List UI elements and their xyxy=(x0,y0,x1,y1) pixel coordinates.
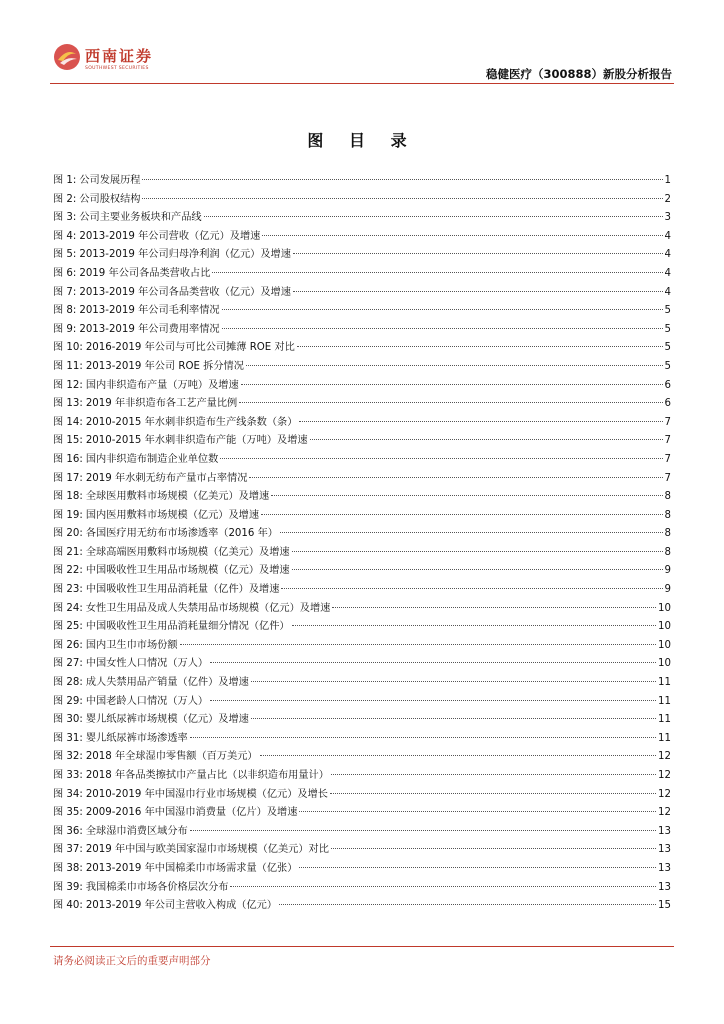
toc-entry-title: 2010-2019 年中国湿巾行业市场规模（亿元）及增长 xyxy=(85,788,328,800)
toc-entry[interactable] xyxy=(53,655,671,674)
toc-entry-label: 图 11: xyxy=(53,360,83,372)
toc-entry-label: 图 2: xyxy=(53,193,77,205)
toc-entry-page: 11 xyxy=(658,695,671,707)
toc-entry-title: 中国女性人口情况（万人） xyxy=(85,658,209,670)
toc-entry-title: 2013-2019 年中国棉柔巾市场需求量（亿张） xyxy=(85,862,298,874)
toc-leader-dots xyxy=(260,755,656,756)
toc-entry-title: 国内非织造布制造企业单位数 xyxy=(85,453,219,465)
toc-entry-label: 图 21: xyxy=(53,546,83,558)
toc-leader-dots xyxy=(222,309,663,310)
toc-entry-label: 图 22: xyxy=(53,565,83,577)
toc-entry-title: 中国吸收性卫生用品市场规模（亿元）及增速 xyxy=(85,565,290,577)
toc-leader-dots xyxy=(280,532,663,533)
toc-entry[interactable] xyxy=(53,358,671,377)
toc-entry-page: 2 xyxy=(664,193,671,205)
toc-entry-label: 图 27: xyxy=(53,658,83,670)
toc-entry[interactable] xyxy=(53,246,671,265)
toc-entry-label: 图 16: xyxy=(53,453,83,465)
toc-entry-label: 图 3: xyxy=(53,212,77,224)
toc-entry[interactable] xyxy=(53,693,671,712)
toc-entry-title: 2019 年中国与欧美国家湿巾市场规模（亿美元）对比 xyxy=(85,844,329,856)
toc-entry-page: 5 xyxy=(664,342,671,354)
toc-entry-title: 2013-2019 年公司各品类营收（亿元）及增速 xyxy=(79,286,291,298)
logo-text-cn: 西南证券 xyxy=(85,47,154,65)
toc-entry[interactable] xyxy=(53,860,671,879)
toc-leader-dots xyxy=(249,477,662,478)
toc-entry-page: 10 xyxy=(658,658,671,670)
report-title: 稳健医疗（300888）新股分析报告 xyxy=(485,67,672,81)
toc-entry-title: 2010-2015 年水刺非织造布产能（万吨）及增速 xyxy=(85,435,308,447)
toc-entry-page: 13 xyxy=(658,881,671,893)
toc-entry-page: 11 xyxy=(658,677,671,689)
header-divider xyxy=(50,83,674,84)
toc-entry-page: 7 xyxy=(664,472,671,484)
toc-leader-dots xyxy=(251,681,656,682)
toc-leader-dots xyxy=(212,272,662,273)
toc-entry-title: 成人失禁用品产销量（亿件）及增速 xyxy=(85,677,249,689)
toc-entry-title: 中国吸收性卫生用品消耗量（亿件）及增速 xyxy=(85,584,280,596)
toc-entry[interactable] xyxy=(53,618,671,637)
toc-entry-label: 图 12: xyxy=(53,379,83,391)
toc-leader-dots xyxy=(230,886,656,887)
toc-leader-dots xyxy=(222,328,663,329)
toc-entry[interactable] xyxy=(53,339,671,358)
toc-entry[interactable] xyxy=(53,544,671,563)
toc-entry[interactable] xyxy=(53,302,671,321)
figure-table-of-contents xyxy=(53,172,671,916)
toc-entry-title: 公司主要业务板块和产品线 xyxy=(79,212,202,224)
toc-entry-label: 图 17: xyxy=(53,472,83,484)
toc-entry-title: 2013-2019 年公司 ROE 拆分情况 xyxy=(85,360,244,372)
toc-entry[interactable] xyxy=(53,581,671,600)
toc-entry-page: 7 xyxy=(664,435,671,447)
toc-entry-page: 8 xyxy=(664,546,671,558)
toc-entry-page: 12 xyxy=(658,770,671,781)
toc-entry-title: 中国老龄人口情况（万人） xyxy=(85,695,209,707)
toc-leader-dots xyxy=(142,179,662,180)
toc-leader-dots xyxy=(299,867,656,868)
toc-leader-dots xyxy=(251,718,656,719)
toc-entry-page: 10 xyxy=(658,639,671,651)
toc-leader-dots xyxy=(292,625,656,626)
toc-entry-label: 图 35: xyxy=(53,807,83,819)
toc-leader-dots xyxy=(210,662,656,663)
toc-entry-label: 图 6: xyxy=(53,267,77,279)
toc-leader-dots xyxy=(281,588,662,589)
toc-entry[interactable] xyxy=(53,265,671,284)
toc-entry-label: 图 1: xyxy=(53,175,77,186)
toc-entry-page: 13 xyxy=(658,825,671,837)
toc-leader-dots xyxy=(271,495,662,496)
toc-entry[interactable] xyxy=(53,395,671,414)
toc-entry-label: 图 14: xyxy=(53,416,83,428)
toc-entry[interactable] xyxy=(53,879,671,898)
toc-entry-label: 图 24: xyxy=(53,602,83,614)
toc-entry-title: 2018 年各品类擦拭巾产量占比（以非织造布用量计） xyxy=(85,770,329,781)
southwest-securities-logo xyxy=(52,42,162,78)
toc-entry-label: 图 23: xyxy=(53,584,83,596)
toc-leader-dots xyxy=(331,774,656,775)
toc-entry-label: 图 20: xyxy=(53,528,83,540)
toc-leader-dots xyxy=(239,402,662,403)
toc-entry-page: 11 xyxy=(658,714,671,726)
toc-entry[interactable] xyxy=(53,600,671,619)
toc-entry-label: 图 32: xyxy=(53,751,83,763)
toc-entry-label: 图 38: xyxy=(53,862,83,874)
toc-entry-title: 2016-2019 年公司与可比公司摊薄 ROE 对比 xyxy=(85,342,295,354)
toc-leader-dots xyxy=(279,904,656,905)
toc-leader-dots xyxy=(261,514,663,515)
toc-entry-title: 婴儿纸尿裤市场渗透率 xyxy=(85,732,188,744)
toc-leader-dots xyxy=(210,700,656,701)
toc-entry-title: 2010-2015 年水刺非织造布生产线条数（条） xyxy=(85,416,298,428)
logo-mark-icon xyxy=(52,42,82,72)
toc-entry-label: 图 30: xyxy=(53,714,83,726)
toc-leader-dots xyxy=(293,253,663,254)
toc-entry-page: 8 xyxy=(664,491,671,503)
toc-entry-title: 2009-2016 年中国湿巾消费量（亿片）及增速 xyxy=(85,807,298,819)
toc-entry-title: 2018 年全球湿巾零售额（百万美元） xyxy=(85,751,258,763)
toc-leader-dots xyxy=(331,848,656,849)
toc-entry-page: 4 xyxy=(664,230,671,242)
footer-divider xyxy=(50,946,674,947)
toc-entry-page: 7 xyxy=(664,416,671,428)
toc-leader-dots xyxy=(262,235,662,236)
toc-entry-title: 2019 年水刺无纺布产量市占率情况 xyxy=(85,472,248,484)
toc-leader-dots xyxy=(241,384,663,385)
toc-entry[interactable] xyxy=(53,284,671,303)
toc-entry-label: 图 8: xyxy=(53,305,77,317)
toc-entry-title: 婴儿纸尿裤市场规模（亿元）及增速 xyxy=(85,714,249,726)
toc-leader-dots xyxy=(190,830,656,831)
toc-entry[interactable] xyxy=(53,841,671,860)
toc-entry-label: 图 36: xyxy=(53,825,83,837)
toc-leader-dots xyxy=(330,793,656,794)
toc-leader-dots xyxy=(142,198,662,199)
toc-leader-dots xyxy=(246,365,663,366)
toc-entry-page: 1 xyxy=(664,175,671,186)
toc-entry-title: 全球高端医用敷料市场规模（亿美元）及增速 xyxy=(85,546,290,558)
toc-entry-page: 7 xyxy=(664,453,671,465)
toc-entry-page: 11 xyxy=(658,732,671,744)
toc-entry[interactable] xyxy=(53,823,671,842)
toc-entry-label: 图 5: xyxy=(53,249,77,261)
toc-entry[interactable] xyxy=(53,414,671,433)
toc-entry-label: 图 13: xyxy=(53,398,83,410)
toc-entry[interactable] xyxy=(53,804,671,823)
toc-entry-title: 2013-2019 年公司归母净利润（亿元）及增速 xyxy=(79,249,291,261)
toc-entry-page: 9 xyxy=(664,565,671,577)
toc-entry-page: 3 xyxy=(664,212,671,224)
toc-leader-dots xyxy=(310,439,663,440)
toc-entry-label: 图 34: xyxy=(53,788,83,800)
toc-entry[interactable] xyxy=(53,748,671,767)
toc-entry-page: 4 xyxy=(664,249,671,261)
toc-entry-page: 8 xyxy=(664,509,671,521)
toc-entry-title: 2013-2019 年公司费用率情况 xyxy=(79,323,220,335)
toc-entry[interactable] xyxy=(53,562,671,581)
toc-leader-dots xyxy=(204,216,663,217)
toc-entry[interactable] xyxy=(53,191,671,210)
logo-text-en: SOUTHWEST SECURITIES xyxy=(85,66,149,71)
toc-entry-page: 13 xyxy=(658,844,671,856)
toc-entry-label: 图 7: xyxy=(53,286,77,298)
toc-entry-label: 图 19: xyxy=(53,509,83,521)
toc-entry-label: 图 39: xyxy=(53,881,83,893)
toc-entry[interactable] xyxy=(53,507,671,526)
page-header xyxy=(0,0,724,90)
toc-entry-page: 12 xyxy=(658,788,671,800)
toc-entry-title: 2019 年公司各品类营收占比 xyxy=(79,267,211,279)
toc-entry[interactable] xyxy=(53,711,671,730)
toc-entry[interactable] xyxy=(53,228,671,247)
toc-entry-label: 图 37: xyxy=(53,844,83,856)
toc-entry[interactable] xyxy=(53,432,671,451)
toc-entry-label: 图 10: xyxy=(53,342,83,354)
toc-entry-page: 4 xyxy=(664,286,671,298)
toc-entry[interactable] xyxy=(53,674,671,693)
toc-entry-page: 12 xyxy=(658,751,671,763)
toc-entry[interactable] xyxy=(53,451,671,470)
toc-entry-page: 10 xyxy=(658,602,671,614)
toc-entry-label: 图 25: xyxy=(53,621,83,633)
toc-entry[interactable] xyxy=(53,377,671,396)
toc-entry-title: 国内非织造布产量（万吨）及增速 xyxy=(85,379,239,391)
toc-leader-dots xyxy=(180,644,657,645)
toc-entry-page: 10 xyxy=(658,621,671,633)
toc-entry[interactable] xyxy=(53,525,671,544)
toc-entry-page: 9 xyxy=(664,584,671,596)
toc-leader-dots xyxy=(220,458,662,459)
toc-entry-title: 国内卫生巾市场份额 xyxy=(85,639,178,651)
toc-entry-title: 国内医用敷料市场规模（亿元）及增速 xyxy=(85,509,260,521)
toc-entry-label: 图 33: xyxy=(53,770,83,781)
toc-entry-page: 5 xyxy=(664,305,671,317)
toc-leader-dots xyxy=(332,607,656,608)
toc-leader-dots xyxy=(299,811,656,812)
toc-entry-page: 15 xyxy=(658,900,671,912)
toc-entry-title: 公司发展历程 xyxy=(79,175,141,186)
toc-entry[interactable] xyxy=(53,897,671,916)
toc-leader-dots xyxy=(190,737,656,738)
toc-entry-title: 公司股权结构 xyxy=(79,193,141,205)
toc-entry-title: 全球湿巾消费区域分布 xyxy=(85,825,188,837)
toc-entry-title: 2013-2019 年公司主营收入构成（亿元） xyxy=(85,900,278,912)
toc-entry[interactable] xyxy=(53,767,671,786)
toc-leader-dots xyxy=(292,569,663,570)
toc-entry-label: 图 40: xyxy=(53,900,83,912)
toc-entry[interactable] xyxy=(53,730,671,749)
toc-entry[interactable] xyxy=(53,488,671,507)
toc-leader-dots xyxy=(297,346,663,347)
toc-entry-label: 图 18: xyxy=(53,491,83,503)
toc-entry-title: 各国医疗用无纺布市场渗透率（2016 年） xyxy=(85,528,278,540)
toc-entry-title: 全球医用敷料市场规模（亿美元）及增速 xyxy=(85,491,270,503)
toc-entry-title: 2013-2019 年公司营收（亿元）及增速 xyxy=(79,230,261,242)
toc-entry-label: 图 4: xyxy=(53,230,77,242)
toc-entry-title: 我国棉柔巾市场各价格层次分布 xyxy=(85,881,229,893)
toc-entry-title: 2013-2019 年公司毛利率情况 xyxy=(79,305,220,317)
toc-leader-dots xyxy=(299,421,662,422)
toc-entry-label: 图 28: xyxy=(53,677,83,689)
toc-entry-title: 女性卫生用品及成人失禁用品市场规模（亿元）及增速 xyxy=(85,602,331,614)
toc-entry[interactable] xyxy=(53,786,671,805)
toc-entry-label: 图 26: xyxy=(53,639,83,651)
toc-entry-page: 4 xyxy=(664,267,671,279)
page-title: 图 目 录 xyxy=(307,131,417,150)
footer-disclaimer: 请务必阅读正文后的重要声明部分 xyxy=(53,955,211,967)
toc-entry-page: 13 xyxy=(658,862,671,874)
toc-entry[interactable] xyxy=(53,637,671,656)
toc-entry-label: 图 15: xyxy=(53,435,83,447)
toc-entry-label: 图 29: xyxy=(53,695,83,707)
toc-entry-page: 8 xyxy=(664,528,671,540)
toc-entry-label: 图 31: xyxy=(53,732,83,744)
toc-entry-page: 5 xyxy=(664,323,671,335)
toc-entry-page: 6 xyxy=(664,398,671,410)
toc-entry-page: 5 xyxy=(664,360,671,372)
toc-entry-page: 12 xyxy=(658,807,671,819)
toc-leader-dots xyxy=(293,291,663,292)
toc-entry[interactable] xyxy=(53,172,671,191)
toc-entry-title: 2019 年非织造布各工艺产量比例 xyxy=(85,398,238,410)
toc-entry-title: 中国吸收性卫生用品消耗量细分情况（亿件） xyxy=(85,621,290,633)
toc-entry-page: 6 xyxy=(664,379,671,391)
toc-entry-label: 图 9: xyxy=(53,323,77,335)
toc-leader-dots xyxy=(292,551,663,552)
toc-entry[interactable] xyxy=(53,209,671,228)
toc-entry[interactable] xyxy=(53,470,671,489)
toc-entry[interactable] xyxy=(53,321,671,340)
